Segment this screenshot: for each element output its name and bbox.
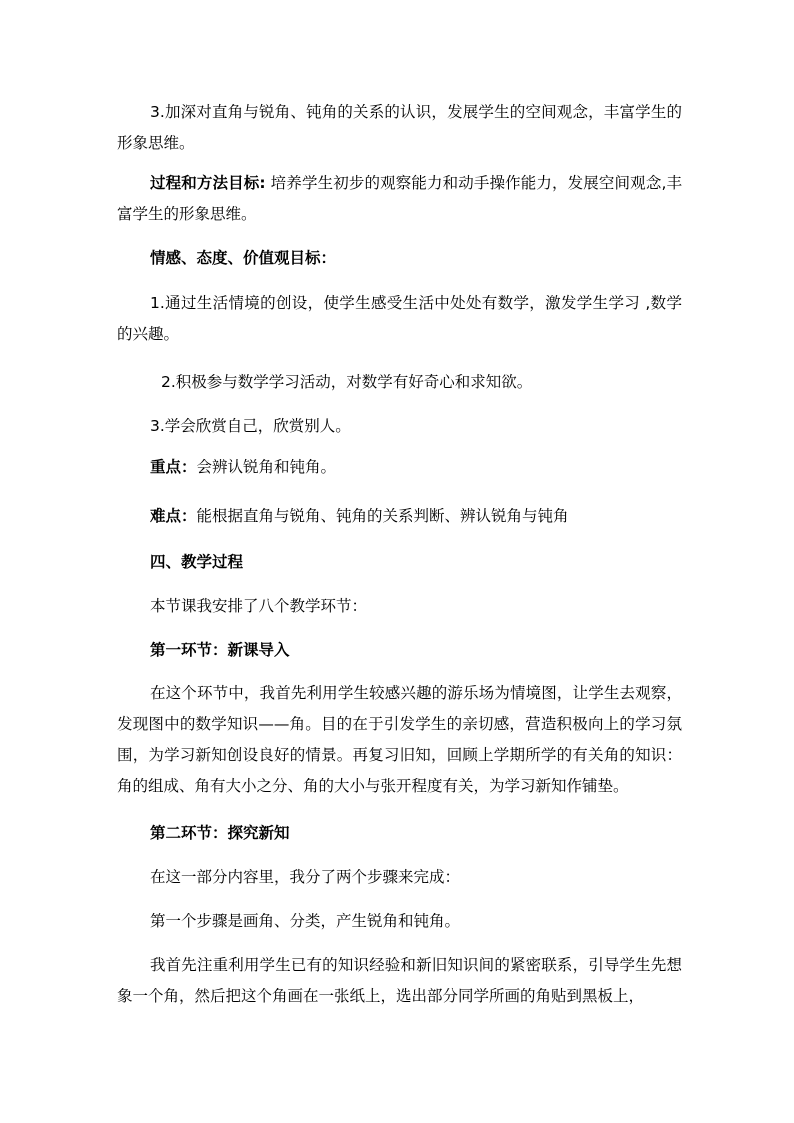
paragraph-step-2-intro: 在这一部分内容里，我分了两个步骤来完成：: [150, 868, 461, 886]
step-2-heading: 第二环节：探究新知: [150, 824, 290, 842]
paragraph-emotion-goal-3: 3.学会欣赏自己，欣赏别人。: [150, 417, 351, 435]
difficult-point-text: 能根据直角与锐角、钝角的关系判断、辨认锐角与钝角: [196, 507, 569, 525]
key-point-heading: 重点：: [150, 458, 197, 476]
step-1-heading: 第一环节：新课导入: [150, 641, 290, 659]
paragraph-difficult-point: [117, 501, 682, 532]
paragraph-emotion-goal-2: 2.积极参与数学学习活动，对数学有好奇心和求知欲。: [161, 373, 533, 391]
paragraph-goal-3: 3.加深对直角与锐角、钝角的关系的认识，发展学生的空间观念，丰富学生的形象思维。: [117, 103, 682, 152]
process-method-goal-heading: 过程和方法目标:: [150, 174, 266, 192]
paragraph-emotion-goal-1: 1.通过生活情境的创设，使学生感受生活中处处有数学，激发学生学习 ,数学的兴趣。: [117, 294, 682, 343]
paragraph-process-method-goal: [117, 168, 682, 230]
difficult-point-heading: 难点：: [150, 507, 197, 525]
paragraph-step-1-content: 在这个环节中，我首先利用学生较感兴趣的游乐场为情境图，让学生去观察，发现图中的数学知识——角。目的在于引发学生的亲切感，营造积极向上的学习氛围，为学习新知创设良好的情景。再复习旧知，回顾上学期所学的有关角的知识：角的组成、角有大小之分、角的大小与张开程度有关，为学习新知作铺垫。: [117, 684, 682, 795]
section-heading-teaching-process: 四、教学过程: [150, 553, 244, 571]
emotion-attitude-values-heading: 情感、态度、价值观目标：: [150, 249, 337, 267]
process-method-goal-text: 培养学生初步的观察能力和动手操作能力，发展空间观念,丰富学生的形象思维。: [117, 174, 683, 223]
paragraph-teaching-steps-intro: 本节课我安排了八个教学环节：: [150, 597, 368, 615]
paragraph-key-point: [117, 452, 682, 483]
key-point-text: 会辨认锐角和钝角。: [196, 458, 337, 476]
paragraph-step-2-detail: 我首先注重利用学生已有的知识经验和新旧知识间的紧密联系，引导学生先想象一个角，然后把这个角画在一张纸上，选出部分同学所画的角贴到黑板上，: [117, 956, 682, 1005]
paragraph-step-2-first-step: 第一个步骤是画角、分类，产生锐角和钝角。: [150, 912, 461, 930]
